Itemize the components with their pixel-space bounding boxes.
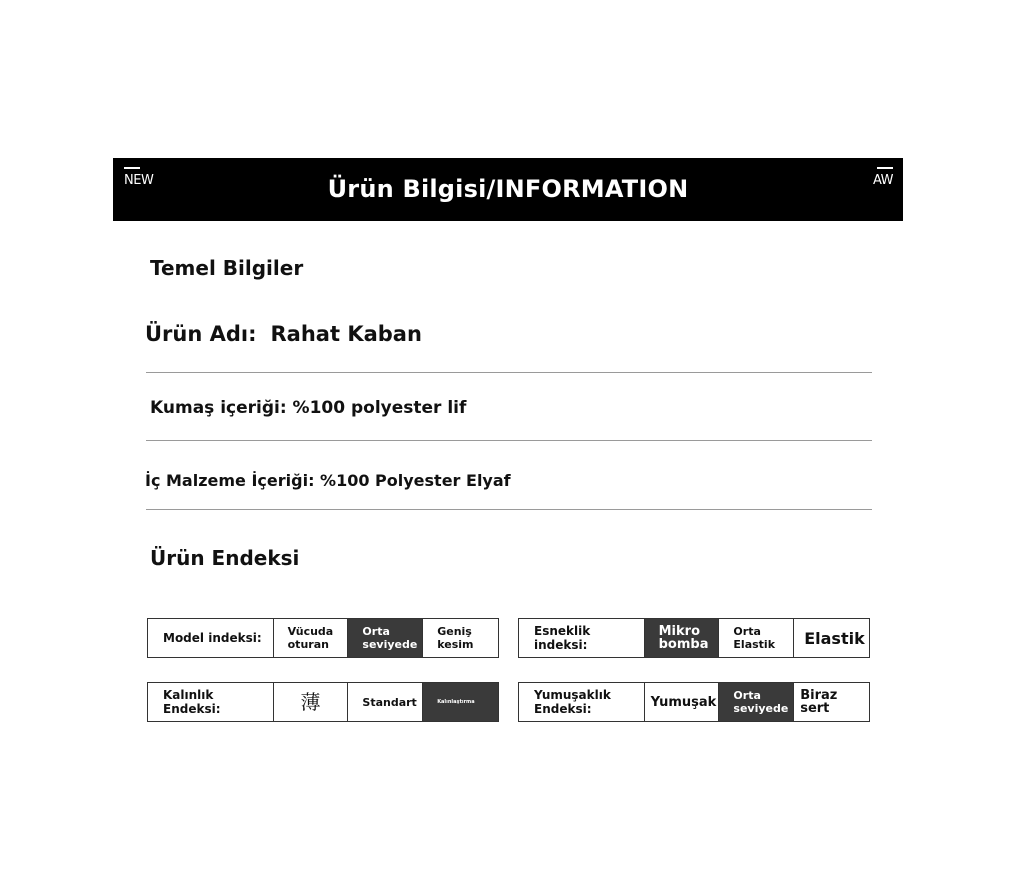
new-tag-label: NEW (124, 173, 154, 188)
new-tag-bar (124, 167, 140, 169)
thickness-option-thin: 薄 (274, 683, 349, 721)
softness-option-medium: Orta seviyede (719, 683, 794, 721)
softness-option-soft: Yumuşak (645, 683, 720, 721)
season-tag-label: AW (872, 173, 893, 188)
thickness-option-standard: Standart (348, 683, 423, 721)
softness-index-label: Yumuşaklık Endeksi: (519, 683, 645, 721)
model-option-medium: Orta seviyede (348, 619, 423, 657)
model-index-table (147, 618, 499, 658)
divider (146, 440, 872, 441)
product-name-label: Ürün Adı: (145, 322, 257, 346)
elasticity-option-medium: Orta Elastik (719, 619, 794, 657)
product-index-heading: Ürün Endeksi (150, 546, 300, 570)
thickness-index-label: Kalınlık Endeksi: (148, 683, 274, 721)
divider (146, 509, 872, 510)
fabric-content: Kumaş içeriği: %100 polyester lif (150, 398, 467, 418)
elasticity-option-micro: Mikro bomba (645, 619, 720, 657)
thickness-index-table (147, 682, 499, 722)
season-tag (873, 167, 893, 188)
basic-info-heading: Temel Bilgiler (150, 256, 304, 280)
season-tag-bar (877, 167, 893, 169)
model-option-fitted: Vücuda oturan (274, 619, 349, 657)
softness-index-table (518, 682, 870, 722)
elasticity-index-table (518, 618, 870, 658)
lining-content: İç Malzeme İçeriği: %100 Polyester Elyaf (145, 471, 511, 490)
model-index-label: Model indeksi: (148, 619, 274, 657)
product-name-value: Rahat Kaban (270, 322, 422, 346)
elasticity-option-elastic: Elastik (804, 628, 865, 648)
softness-option-firm: Biraz sert (800, 688, 838, 716)
page-title: Ürün Bilgisi/INFORMATION (327, 175, 689, 203)
divider (146, 372, 872, 373)
model-option-wide: Geniş kesim (437, 625, 474, 651)
elasticity-index-label: Esneklik indeksi: (519, 619, 645, 657)
thickness-option-thick: Kalınlaştırma (423, 683, 498, 721)
product-name-row (145, 322, 422, 346)
header-bar (113, 158, 903, 221)
